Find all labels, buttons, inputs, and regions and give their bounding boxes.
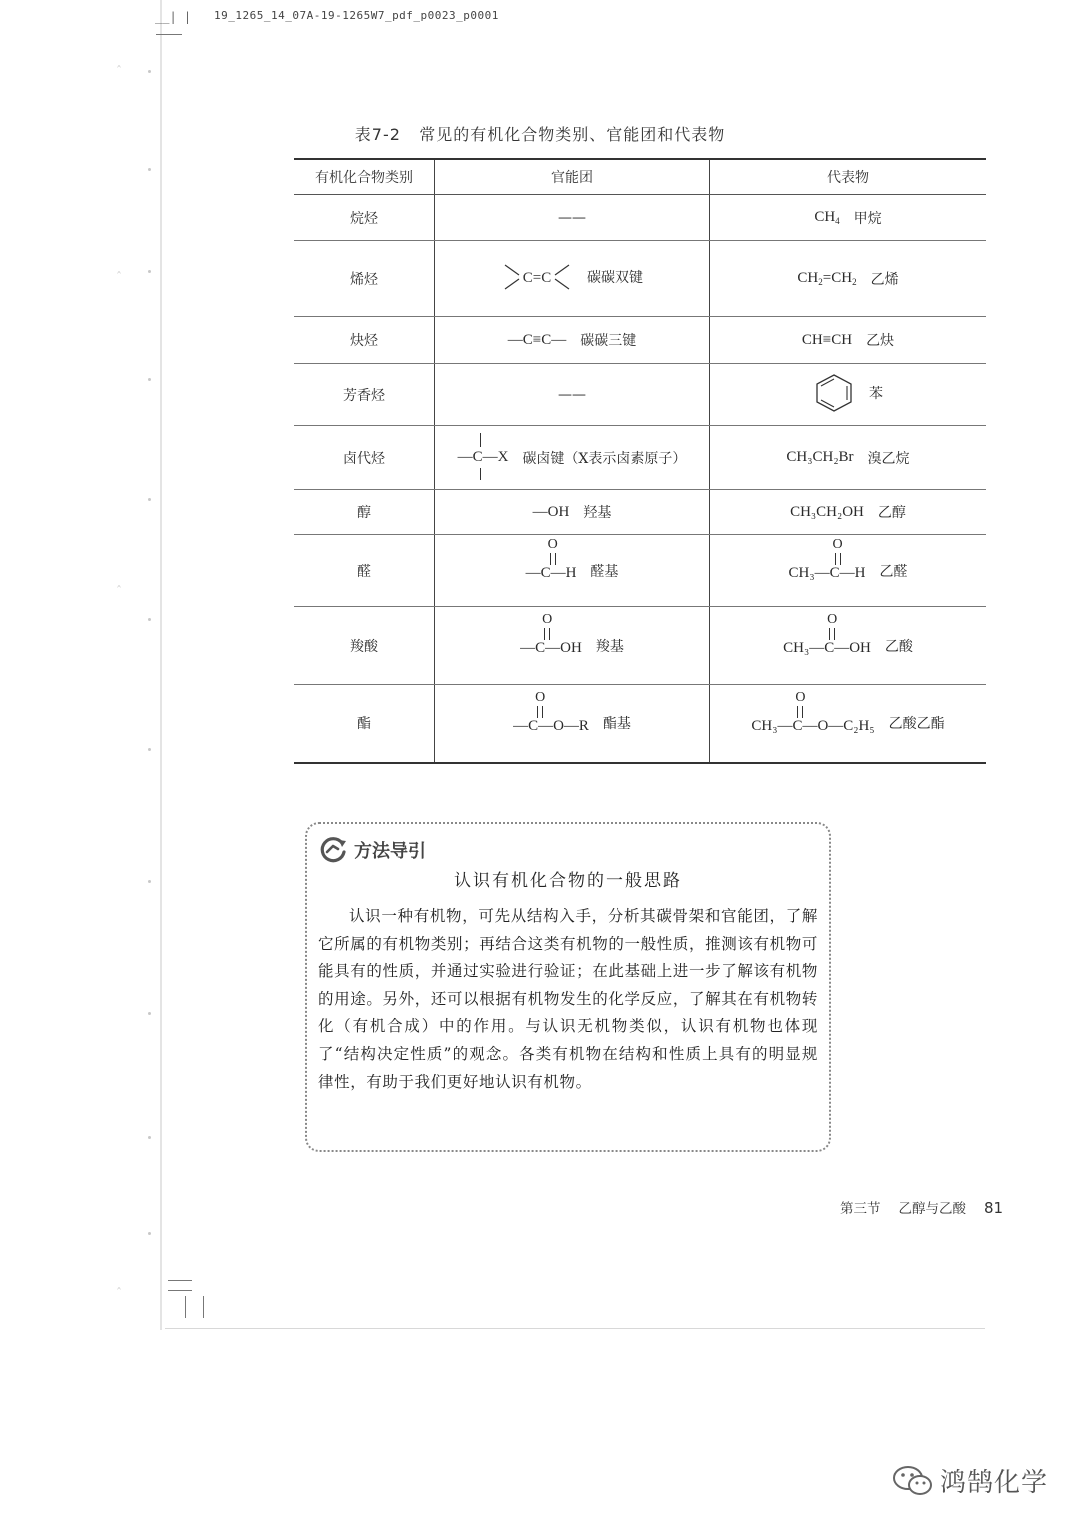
group-cell: [435, 241, 710, 317]
watermark-text: 鸿鹄化学: [940, 1468, 1049, 1498]
group-formula: —C—O—R: [513, 717, 589, 734]
table-header-row: [294, 159, 986, 195]
category-cell: 烯烃: [294, 241, 435, 317]
oxygen-atom: O: [542, 612, 553, 627]
table-row: [294, 426, 986, 490]
category-cell: 醛: [294, 535, 435, 607]
scan-dot: [148, 168, 151, 171]
halo-structure: [458, 449, 509, 466]
group-name: 碳卤键（X表示卤素原子）: [522, 450, 687, 467]
aldehyde-rep-structure: [788, 537, 866, 582]
rep-formula: CH₃—C—O—C₂H₅: [751, 717, 875, 734]
rep-name: 溴乙烷: [867, 450, 910, 467]
crop-line: [168, 1280, 192, 1281]
crop-line: [168, 1290, 192, 1291]
col-header-group: 官能团: [435, 159, 710, 195]
table-row: [294, 490, 986, 535]
scan-dot: ˆ: [116, 64, 122, 78]
rep-name: 乙醛: [879, 563, 908, 580]
scan-dot: ˆ: [116, 584, 122, 598]
method-guide-label: 方法导引: [354, 841, 426, 862]
group-cell: ——: [435, 364, 710, 426]
group-name: 羟基: [583, 505, 612, 521]
rep-cell: [710, 685, 987, 763]
col-header-rep: 代表物: [710, 159, 987, 195]
crop-mark-top: __| |: [155, 10, 192, 24]
rep-formula: [797, 270, 856, 287]
footer-chapter: 乙醇与乙酸: [898, 1201, 966, 1217]
carbonyl-double-bond: [835, 553, 841, 565]
rep-cell: [710, 317, 987, 364]
rep-formula: CH₃CH₂OH: [790, 503, 864, 520]
page-footer: [840, 1197, 1003, 1217]
table-row: [294, 535, 986, 607]
group-cell: [435, 317, 710, 364]
table-row: [294, 195, 986, 241]
rep-name: 甲烷: [853, 210, 882, 227]
oxygen-atom: O: [795, 689, 806, 705]
category-cell: 芳香烃: [294, 364, 435, 426]
scan-dot: [148, 748, 151, 751]
rep-formula-sub: 2: [852, 277, 857, 287]
rep-name: 苯: [869, 385, 883, 402]
rep-formula: CH₃CH₂Br: [786, 449, 854, 465]
group-name: 羧基: [595, 638, 624, 655]
crop-line: [203, 1296, 204, 1318]
carbonyl-double-bond: [537, 706, 543, 718]
col-header-category: 有机化合物类别: [294, 159, 435, 195]
category-cell: 酯: [294, 685, 435, 763]
rep-formula-main: CH: [814, 209, 836, 225]
scan-dot: [148, 70, 151, 73]
group-cell: [435, 426, 710, 490]
rep-formula-part: CH: [831, 270, 853, 286]
group-cell: [435, 607, 710, 685]
scan-dot: [148, 498, 151, 501]
footer-section: 第三节: [840, 1201, 881, 1217]
group-cell: [435, 490, 710, 535]
rep-formula-sub: 4: [835, 216, 840, 226]
benzene-ring-icon: [813, 373, 855, 413]
organic-compounds-table: [294, 158, 986, 764]
rep-cell: [710, 535, 987, 607]
file-code: 19_1265_14_07A-19-1265W7_pdf_p0023_p0001: [214, 9, 499, 22]
oxygen-atom: O: [832, 537, 843, 552]
rep-name: 乙酸: [884, 638, 913, 655]
scan-dot: [148, 1232, 151, 1235]
crop-line: [156, 34, 182, 35]
carbonyl-double-bond: [829, 628, 835, 640]
rep-cell: [710, 426, 987, 490]
bond-down-line: [480, 468, 481, 480]
scan-dot: [148, 270, 151, 273]
rep-formula: CH≡CH: [801, 331, 853, 348]
oxygen-atom: O: [547, 537, 558, 552]
group-formula: —C—X: [457, 449, 509, 465]
rep-name: 乙酸乙酯: [888, 716, 945, 733]
group-name: 醛基: [590, 563, 619, 580]
rep-cell: [710, 607, 987, 685]
rep-formula: CH₃—C—H: [788, 565, 866, 581]
carbonyl-double-bond: [797, 706, 803, 718]
oxygen-atom: O: [827, 612, 838, 627]
category-cell: 卤代烃: [294, 426, 435, 490]
method-body: 认识一种有机物，可先从结构入手，分析其碳骨架和官能团，了解它所属的有机物类别；再结合这类有机物的一般性质，推测该有机物可能具有的性质，并通过实验进行验证；在此基础上进一步了解该有机物的用途。另外，还可以根据有机物发生的化学反应，了解其在有机物转化（有机合成）中的作用。与认识无机物类似，认识有机物也体现了“结构决定性质”的观念。各类有机物在结构和性质上具有的明显规律性，有助于我们更好地认识有机物。: [318, 907, 818, 1091]
scan-dot: ˆ: [116, 1286, 122, 1300]
rep-name: 乙醇: [877, 505, 906, 521]
scan-dot: [148, 618, 151, 621]
table-caption: [0, 122, 1080, 145]
scan-dot: [148, 1136, 151, 1139]
group-name: 碳碳双键: [587, 269, 643, 286]
table-row: [294, 685, 986, 763]
rep-formula-part: CH: [797, 270, 819, 286]
group-formula: —C—OH: [520, 640, 582, 656]
rep-formula: [814, 209, 839, 226]
method-title: 认识有机化合物的一般思路: [454, 871, 682, 891]
group-formula: —C—H: [525, 565, 577, 581]
scan-dot: [148, 880, 151, 883]
wechat-icon: [892, 1464, 934, 1498]
group-cell: [435, 535, 710, 607]
table-row: [294, 241, 986, 317]
page-number: 81: [984, 1199, 1004, 1217]
rep-formula-sub: 2: [818, 277, 823, 287]
method-guide-icon: [318, 835, 348, 865]
page-bottom-edge: [165, 1328, 985, 1329]
double-bond-text: C=C: [522, 269, 552, 286]
acid-rep-structure: [783, 612, 871, 657]
watermark: [892, 1462, 1048, 1499]
group-cell: ——: [435, 195, 710, 241]
table-row: [294, 607, 986, 685]
double-bond-structure-icon: [501, 257, 573, 297]
rep-formula-bond: =: [822, 270, 832, 286]
group-cell: [435, 685, 710, 763]
table-caption-text: 常见的有机化合物类别、官能团和代表物: [419, 125, 726, 144]
rep-cell: [710, 241, 987, 317]
bond-up-line: [480, 433, 481, 447]
carbonyl-double-bond: [550, 553, 556, 565]
ester-rep-structure: [751, 689, 875, 735]
rep-cell: [710, 195, 987, 241]
table-row: [294, 364, 986, 426]
rep-cell: [710, 364, 987, 426]
category-cell: 羧酸: [294, 607, 435, 685]
method-guide-header: [318, 835, 426, 865]
scan-dot: [148, 378, 151, 381]
crop-line: [185, 1296, 186, 1318]
rep-name: 乙炔: [866, 333, 895, 349]
table-row: [294, 317, 986, 364]
carbonyl-double-bond: [544, 628, 550, 640]
carboxyl-group-structure: [520, 612, 582, 657]
group-formula: —C≡C—: [507, 331, 567, 348]
group-name: 酯基: [602, 716, 631, 733]
oxygen-atom: O: [535, 689, 546, 705]
group-name: 碳碳三键: [580, 333, 637, 349]
scan-dot: ˆ: [116, 270, 122, 284]
rep-formula: CH₃—C—OH: [783, 640, 871, 656]
category-cell: 炔烃: [294, 317, 435, 364]
group-formula: —OH: [532, 503, 570, 520]
rep-name: 乙烯: [870, 271, 899, 288]
category-cell: 烷烃: [294, 195, 435, 241]
rep-cell: [710, 490, 987, 535]
aldehyde-group-structure: [525, 537, 577, 582]
category-cell: 醇: [294, 490, 435, 535]
table-caption-number: 表7-2: [354, 125, 401, 144]
scan-dot: [148, 1012, 151, 1015]
page-left-edge: [160, 0, 162, 1330]
ester-group-structure: [513, 689, 589, 735]
